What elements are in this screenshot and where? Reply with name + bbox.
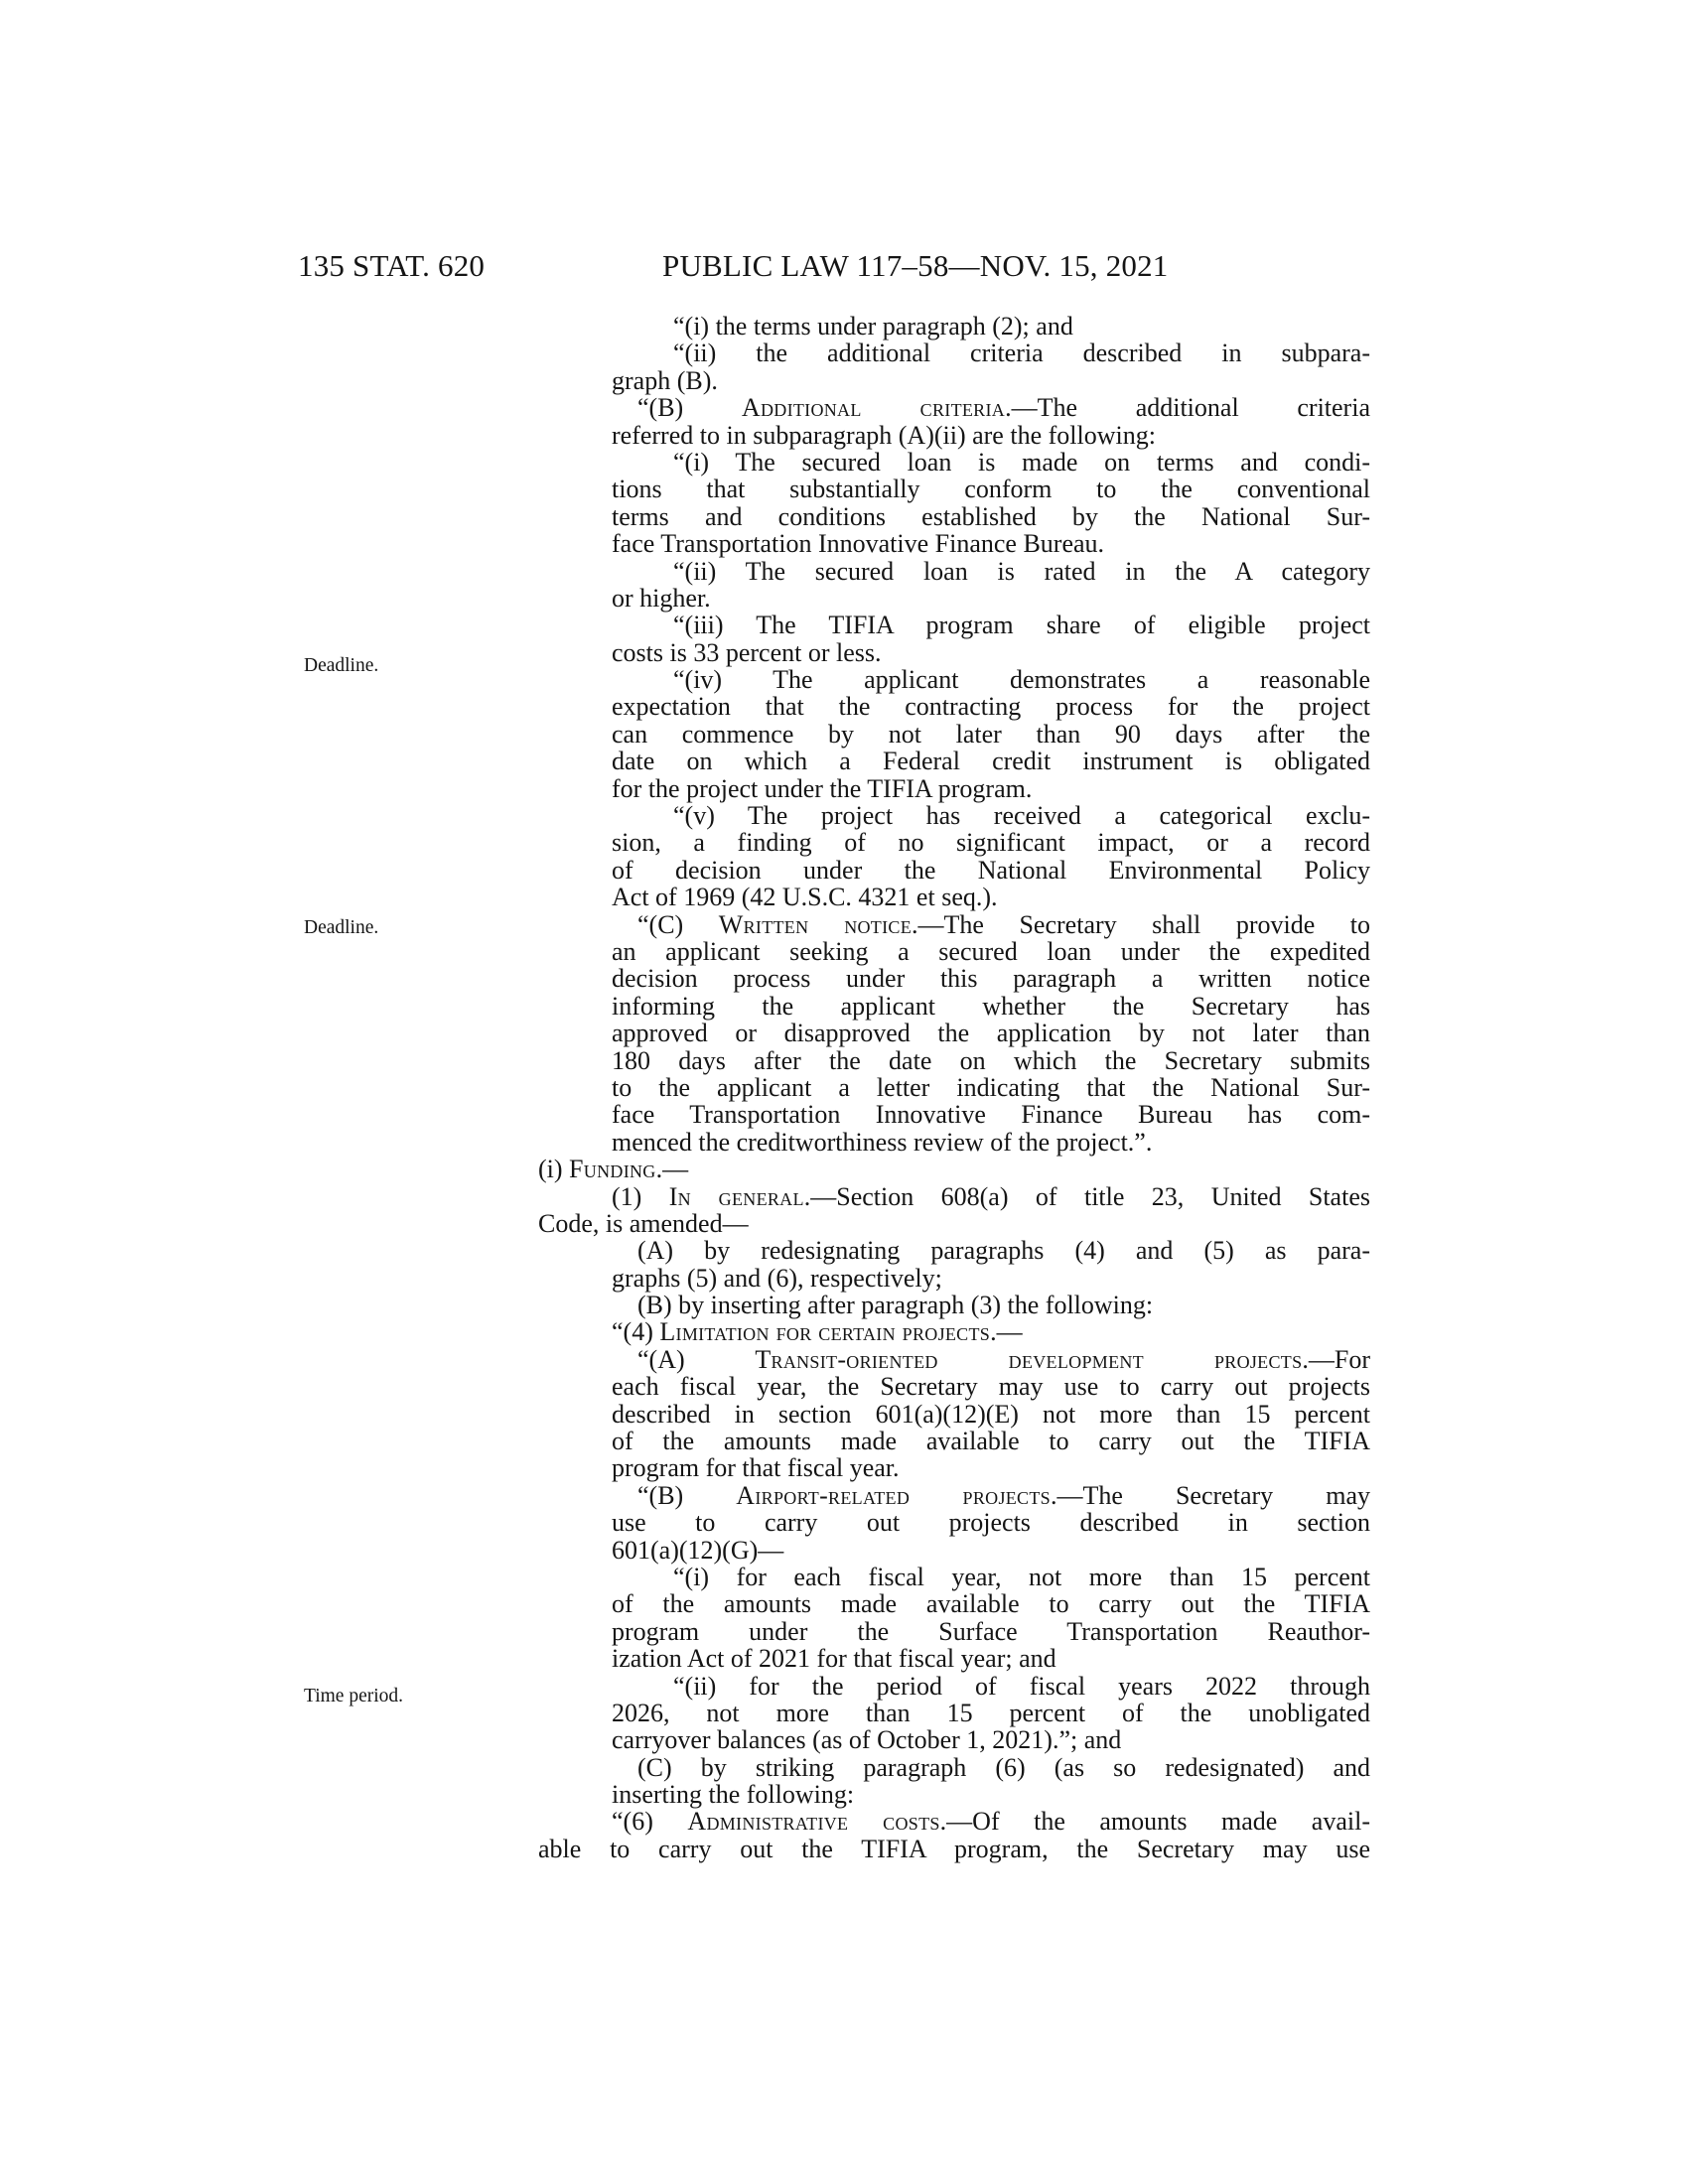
running-header-title: PUBLIC LAW 117–58—NOV. 15, 2021	[662, 248, 1169, 283]
text-line	[536, 612, 1370, 638]
text-run: (1)	[612, 1181, 669, 1211]
text-run: “(iv) The applicant demonstrates a reasonable	[673, 665, 1370, 695]
statute-paragraph	[536, 1564, 1370, 1673]
text-line	[536, 639, 1370, 666]
text-run: menced the creditworthiness review of the project.”.	[612, 1127, 1153, 1157]
text-line	[536, 775, 1370, 802]
text-run: (C) by striking paragraph (6) (as so redesignated) and	[637, 1752, 1370, 1782]
small-caps-heading: Administrative costs	[687, 1807, 940, 1837]
text-line	[536, 1673, 1370, 1700]
text-run: referred to in subparagraph (A)(ii) are the following:	[612, 420, 1156, 450]
statute-paragraph	[536, 1808, 1370, 1862]
text-line	[536, 1292, 1370, 1318]
text-line	[536, 1618, 1370, 1645]
text-line	[536, 1428, 1370, 1454]
text-run: (A) by redesignating paragraphs (4) and (5) as para-	[637, 1236, 1370, 1266]
text-line	[536, 1237, 1370, 1264]
text-line	[536, 340, 1370, 366]
text-run: date on which a Federal credit instrument is obligated	[612, 747, 1370, 776]
text-line	[536, 1020, 1370, 1046]
text-run: “(i) for each fiscal year, not more than 15 percent	[673, 1562, 1370, 1591]
text-line	[536, 1808, 1370, 1835]
page-citation: 135 STAT. 620	[298, 248, 486, 283]
text-run: for the project under the TIFIA program.	[612, 773, 1033, 803]
text-run: described in section 601(a)(12)(E) not more than 15 percent	[612, 1399, 1370, 1429]
text-line	[536, 1509, 1370, 1536]
text-run: approved or disapproved the application by not later than	[612, 1019, 1370, 1048]
statute-body-text	[536, 313, 1370, 1862]
small-caps-heading: Funding	[569, 1155, 656, 1184]
text-line	[536, 422, 1370, 449]
text-line	[536, 1401, 1370, 1428]
statute-paragraph	[536, 449, 1370, 558]
text-line	[536, 1074, 1370, 1101]
text-run: face Transportation Innovative Finance Bureau has com-	[612, 1100, 1370, 1130]
text-line	[536, 585, 1370, 612]
text-run: “(ii) for the period of fiscal years 2022 through	[673, 1671, 1370, 1701]
text-line	[536, 449, 1370, 476]
text-run: graphs (5) and (6), respectively;	[612, 1263, 942, 1293]
margin-note-deadline: Deadline.	[304, 917, 379, 938]
text-run: .—Of the amounts made avail-	[939, 1807, 1370, 1837]
text-run: .—	[655, 1155, 689, 1184]
text-run: “(v) The project has received a categorical exclu-	[673, 801, 1370, 831]
text-run: (B) by inserting after paragraph (3) the following:	[637, 1291, 1154, 1320]
text-line	[536, 965, 1370, 992]
text-line	[536, 1265, 1370, 1292]
text-line	[536, 1210, 1370, 1237]
text-run: “(i) The secured loan is made on terms and condi-	[673, 447, 1370, 477]
text-run: “(6)	[612, 1807, 688, 1837]
text-run: program under the Surface Transportation Reauthor-	[612, 1616, 1370, 1646]
text-line	[536, 721, 1370, 748]
text-line	[536, 1781, 1370, 1808]
text-run: face Transportation Innovative Finance Bureau.	[612, 529, 1105, 559]
small-caps-heading: Limitation for certain projects	[659, 1317, 991, 1347]
text-run: an applicant seeking a secured loan under the expedited	[612, 936, 1370, 966]
statute-paragraph	[536, 1318, 1370, 1345]
text-line	[536, 1318, 1370, 1345]
statute-paragraph	[536, 1346, 1370, 1482]
text-line	[536, 938, 1370, 965]
text-run: “(A)	[637, 1344, 756, 1374]
text-line	[536, 1564, 1370, 1590]
text-line	[536, 1183, 1370, 1210]
text-run: 601(a)(12)(G)—	[612, 1535, 784, 1565]
text-run: “(B)	[637, 1480, 737, 1510]
statute-paragraph	[536, 1183, 1370, 1238]
text-run: .—The Secretary may	[1050, 1480, 1370, 1510]
statute-paragraph	[536, 1673, 1370, 1754]
text-run: “(4)	[612, 1317, 660, 1347]
text-line	[536, 1754, 1370, 1781]
text-run: expectation that the contracting process for the project	[612, 692, 1370, 722]
text-line	[536, 1373, 1370, 1400]
text-run: carryover balances (as of October 1, 2021).”; and	[612, 1725, 1122, 1755]
text-run: can commence by not later than 90 days after the	[612, 719, 1370, 749]
text-run: of decision under the National Environmental Policy	[612, 855, 1370, 885]
text-run: Act of 1969 (42 U.S.C. 4321 et seq.).	[612, 883, 998, 912]
text-line	[536, 1156, 1370, 1182]
text-line	[536, 558, 1370, 585]
text-line	[536, 911, 1370, 938]
text-line	[536, 503, 1370, 530]
text-line	[536, 857, 1370, 884]
statute-paragraph	[536, 1156, 1370, 1182]
text-line	[536, 1129, 1370, 1156]
text-line	[536, 1590, 1370, 1617]
text-line	[536, 1482, 1370, 1509]
text-run: each fiscal year, the Secretary may use to carry out projects	[612, 1372, 1370, 1402]
text-run: 2026, not more than 15 percent of the unobligated	[612, 1698, 1370, 1727]
text-run: to the applicant a letter indicating that the National Sur-	[612, 1072, 1370, 1102]
statute-paragraph	[536, 313, 1370, 340]
text-run: of the amounts made available to carry out the TIFIA	[612, 1427, 1370, 1456]
text-run: 180 days after the date on which the Secretary submits	[612, 1045, 1370, 1075]
text-run: ization Act of 2021 for that fiscal year; and	[612, 1644, 1056, 1674]
text-line	[536, 829, 1370, 856]
text-line	[536, 1101, 1370, 1128]
small-caps-heading: In general	[668, 1181, 804, 1211]
text-line	[536, 884, 1370, 910]
text-run: “(ii) the additional criteria described in subpara-	[673, 339, 1370, 368]
statute-paragraph	[536, 1237, 1370, 1292]
text-run: .—The Secretary shall provide to	[912, 909, 1371, 939]
statute-paragraph	[536, 612, 1370, 666]
text-run: (i)	[538, 1155, 570, 1184]
text-line	[536, 1346, 1370, 1373]
text-run: terms and conditions established by the National Sur-	[612, 501, 1370, 531]
text-line	[536, 666, 1370, 693]
text-line	[536, 476, 1370, 502]
text-run: Code, is amended—	[538, 1208, 749, 1238]
text-run: decision process under this paragraph a written notice	[612, 964, 1370, 994]
text-run: costs is 33 percent or less.	[612, 637, 882, 667]
statute-paragraph	[536, 1754, 1370, 1809]
small-caps-heading: Airport-related projects	[736, 1480, 1051, 1510]
statute-paragraph	[536, 1482, 1370, 1564]
small-caps-heading: Written notice	[718, 909, 913, 939]
text-line	[536, 1537, 1370, 1564]
statute-paragraph	[536, 394, 1370, 449]
statute-paragraph	[536, 802, 1370, 911]
margin-note-deadline: Deadline.	[304, 655, 379, 676]
text-run: “(i) the terms under paragraph (2); and	[673, 312, 1073, 341]
text-line	[536, 530, 1370, 557]
text-line	[536, 802, 1370, 829]
text-run: inserting the following:	[612, 1780, 855, 1810]
margin-note-time-period: Time period.	[304, 1686, 404, 1706]
statute-paragraph	[536, 340, 1370, 394]
statute-paragraph	[536, 666, 1370, 802]
text-run: tions that substantially conform to the conventional	[612, 475, 1370, 504]
text-line	[536, 313, 1370, 340]
text-run: program for that fiscal year.	[612, 1453, 900, 1483]
statute-paragraph	[536, 911, 1370, 1157]
text-run: “(B)	[637, 393, 742, 423]
text-run: “(ii) The secured loan is rated in the A category	[673, 556, 1370, 586]
text-line	[536, 1645, 1370, 1672]
text-run: .—The additional criteria	[1005, 393, 1370, 423]
text-run: .—	[990, 1317, 1023, 1347]
text-line	[536, 367, 1370, 394]
text-run: .—Section 608(a) of title 23, United States	[803, 1181, 1370, 1211]
text-run: of the amounts made available to carry out the TIFIA	[612, 1589, 1370, 1619]
text-line	[536, 693, 1370, 720]
text-run: “(C)	[637, 909, 719, 939]
text-run: informing the applicant whether the Secretary has	[612, 991, 1370, 1021]
text-run: able to carry out the TIFIA program, the Secretary may use	[538, 1834, 1370, 1863]
text-line	[536, 1700, 1370, 1726]
statute-paragraph	[536, 1292, 1370, 1318]
text-line	[536, 1047, 1370, 1074]
text-run: “(iii) The TIFIA program share of eligible project	[673, 611, 1370, 640]
text-run: or higher.	[612, 583, 711, 613]
text-line	[536, 748, 1370, 774]
text-line	[536, 1726, 1370, 1753]
text-run: use to carry out projects described in section	[612, 1508, 1370, 1538]
text-run: sion, a finding of no significant impact, or a record	[612, 828, 1370, 858]
small-caps-heading: Transit-oriented development projects	[755, 1344, 1303, 1374]
text-run: graph (B).	[612, 365, 718, 395]
small-caps-heading: Additional criteria	[741, 393, 1006, 423]
text-line	[536, 1454, 1370, 1481]
text-run: .—For	[1302, 1344, 1371, 1374]
statute-paragraph	[536, 558, 1370, 613]
text-line	[536, 1836, 1370, 1862]
text-line	[536, 394, 1370, 421]
text-line	[536, 993, 1370, 1020]
